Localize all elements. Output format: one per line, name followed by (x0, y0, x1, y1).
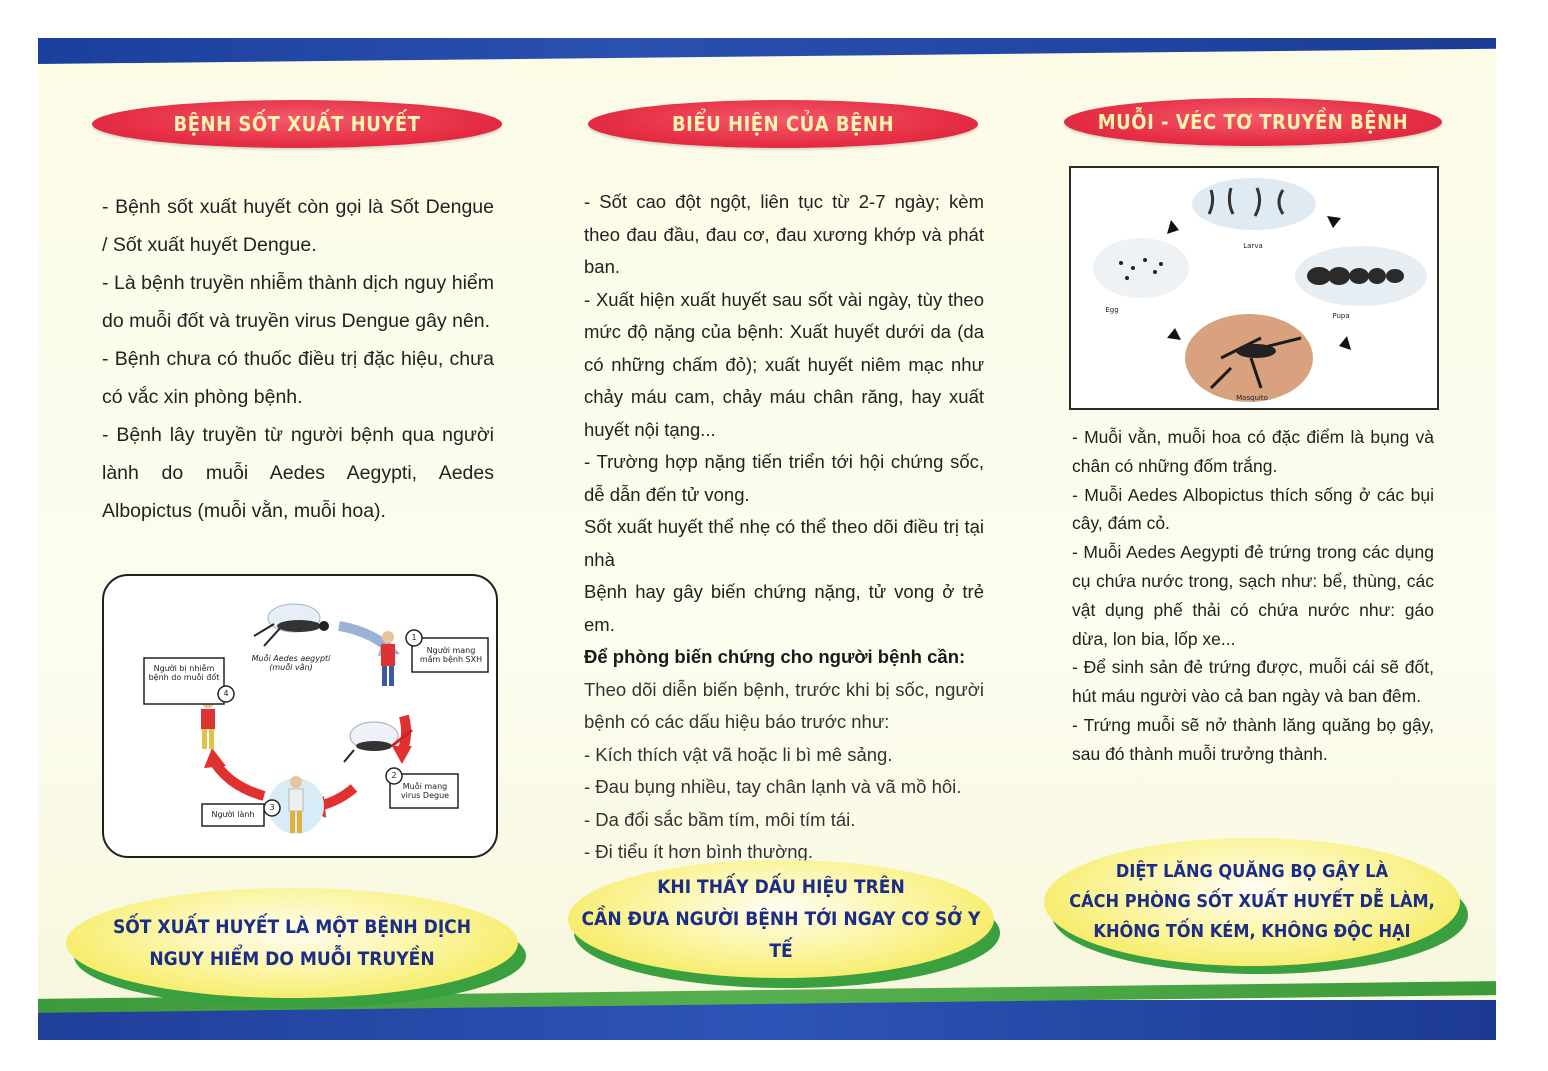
step4-number: 4 (223, 689, 229, 698)
col1-slogan (66, 888, 524, 1004)
lifecycle-illustration (1071, 168, 1437, 408)
person-1-icon (381, 631, 395, 686)
cycle-illustration (104, 576, 496, 856)
top-blue-band (38, 38, 1496, 64)
larva-label: Larva (1243, 242, 1263, 250)
col2-bold-line: Để phòng biến chứng cho người bệnh cần: (584, 646, 966, 667)
col3-slogan-line1: DIỆT LĂNG QUĂNG BỌ GẬY LÀ (1115, 861, 1389, 882)
col2-paragraph: - Xuất hiện xuất huyết sau sốt vài ngày, tùy theo mức độ nặng của bệnh: Xuất huyết dưới da (da có những chấm đỏ); xuất huyết niêm mạc như chảy máu cam, chảy máu chân răng, hay xuất huyết nội tạng... (584, 288, 984, 440)
transmission-cycle-diagram (102, 574, 498, 858)
pupa-label: Pupa (1332, 312, 1350, 320)
col2-warning-item: - Da đổi sắc bầm tím, môi tím tái. (584, 808, 856, 830)
col1-slogan-ellipse (66, 888, 518, 998)
col2-body (584, 186, 984, 869)
mosquito-photo-label: Mosquito (1236, 394, 1268, 402)
col2-warning-paragraph: Theo dõi diễn biến bệnh, trước khi bị sốc, người bệnh có các dấu hiệu báo trước như: (584, 678, 984, 732)
col2-paragraph: Sốt xuất huyết thể nhẹ có thể theo dõi điều trị tại nhà (584, 516, 984, 570)
step2-label: Muỗi mang virus Degue (400, 782, 450, 800)
col3-paragraph: - Muỗi vằn, muỗi hoa có đặc điểm là bụng và chân có những đốm trắng. (1072, 427, 1434, 476)
step3-label: Người lành (211, 810, 255, 819)
col3-slogan-line2: CÁCH PHÒNG SỐT XUẤT HUYẾT DỄ LÀM, (1069, 891, 1435, 912)
col2-slogan-line1: KHI THẤY DẤU HIỆU TRÊN (657, 876, 905, 898)
col2-paragraph: Bệnh hay gây biến chứng nặng, tử vong ở trẻ em. (584, 581, 984, 635)
mosquito-icon (254, 604, 329, 646)
col3-paragraph: - Trứng muỗi sẽ nở thành lăng quăng bọ gậy, sau đó thành muỗi trưởng thành. (1072, 714, 1434, 764)
col1-heading (92, 100, 502, 148)
col2-heading (588, 100, 978, 148)
step1-number: 1 (411, 633, 417, 642)
col2-warning-item: - Đau bụng nhiều, tay chân lạnh và vã mồ hôi. (584, 776, 962, 797)
col3-slogan-line3: KHÔNG TỐN KÉM, KHÔNG ĐỘC HẠI (1093, 921, 1411, 942)
col1-heading-text: BỆNH SỐT XUẤT HUYẾT (173, 112, 421, 136)
col1-paragraph: - Là bệnh truyền nhiễm thành dịch nguy hiểm do muỗi đốt và truyền virus Dengue gây nên. (102, 272, 494, 332)
egg-label: Egg (1105, 306, 1119, 314)
col2-slogan-line2: CẦN ĐƯA NGƯỜI BỆNH TỚI NGAY CƠ SỞ Y TẾ (581, 908, 981, 962)
col1-slogan-line1: SỐT XUẤT HUYẾT LÀ MỘT BỆNH DỊCH (112, 916, 472, 938)
mosquito-lifecycle-photo (1069, 166, 1439, 410)
col1-body (102, 188, 494, 530)
step2-number: 2 (391, 771, 397, 780)
col2-warning-item: - Kích thích vật vã hoặc li bì mê sảng. (584, 743, 893, 765)
col2-heading-text: BIỂU HIỆN CỦA BỆNH (671, 112, 895, 136)
brochure-sheet (38, 38, 1496, 1040)
col1-paragraph: - Bệnh sốt xuất huyết còn gọi là Sốt Dengue / Sốt xuất huyết Dengue. (102, 196, 494, 256)
col3-heading-text: MUỖI - VÉC TƠ TRUYỀN BỆNH (1097, 110, 1409, 134)
col3-paragraph: - Để sinh sản đẻ trứng được, muỗi cái sẽ đốt, hút máu người vào cả ban ngày và ban đêm. (1072, 657, 1434, 707)
col1-paragraph: - Bệnh chưa có thuốc điều trị đặc hiệu, chưa có vắc xin phòng bệnh. (102, 348, 494, 408)
col3-paragraph: - Muỗi Aedes Albopictus thích sống ở các bụi cây, đám cỏ. (1072, 484, 1434, 534)
col3-slogan (1044, 838, 1468, 974)
col3-body (1072, 423, 1434, 769)
col2-slogan (568, 860, 1000, 986)
col2-slogan-ellipse (568, 860, 994, 978)
step3-number: 3 (269, 803, 275, 812)
col2-paragraph: - Sốt cao đột ngột, liên tục từ 2-7 ngày; kèm theo đau đầu, đau cơ, đau xương khớp và phát ban. (584, 191, 984, 277)
col3-paragraph: - Muỗi Aedes Aegypti đẻ trứng trong các dụng cụ chứa nước trong, sạch như: bể, thùng, các vật dụng phế thải có chứa nước như: gáo dừa, lon bia, lốp xe... (1072, 542, 1434, 649)
col3-slogan-ellipse (1044, 838, 1460, 966)
col1-slogan-line2: NGUY HIỂM DO MUỖI TRUYỀN (149, 948, 435, 970)
step1-label: Người mang mầm bệnh SXH (419, 646, 483, 664)
col3-heading (1064, 98, 1442, 146)
col2-paragraph: - Trường hợp nặng tiến triển tới hội chứng sốc, dễ dẫn đến tử vong. (584, 451, 984, 505)
mosquito-label: Muỗi Aedes aegypti (muỗi vằn) (251, 654, 331, 672)
col1-paragraph: - Bệnh lây truyền từ người bệnh qua người lành do muỗi Aedes Aegypti, Aedes Albopictus (muỗi vằn, muỗi hoa). (102, 424, 494, 522)
col2-warning-item: - Đi tiểu ít hơn bình thường. (584, 841, 813, 862)
step4-label: Người bị nhiễm bệnh do muỗi đốt (148, 664, 220, 682)
